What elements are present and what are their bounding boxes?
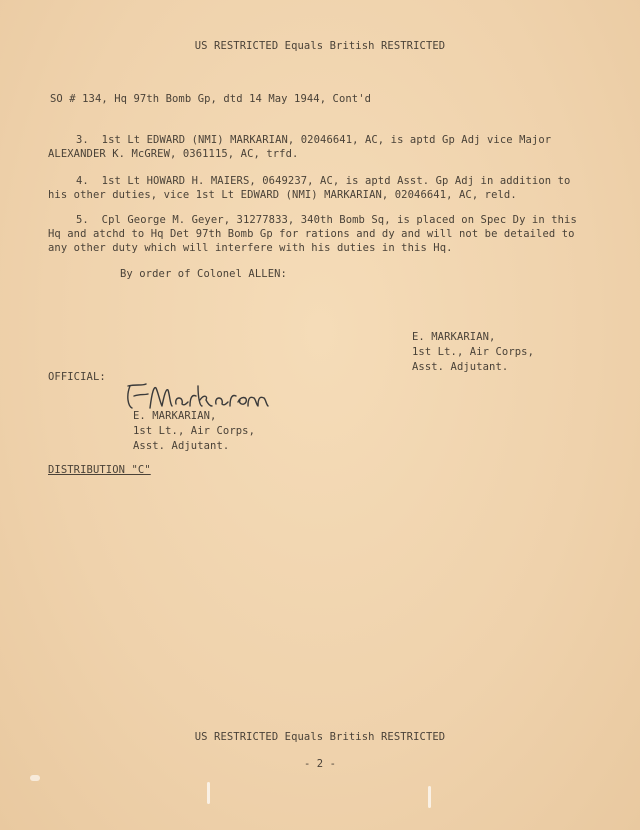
order-reference: SO # 134, Hq 97th Bomb Gp, dtd 14 May 1944, Cont'd [50, 93, 372, 105]
left-signature-title: Asst. Adjutant. [133, 440, 230, 452]
order-of-line: By order of Colonel ALLEN: [120, 268, 287, 280]
paragraph-5-line-2: Hq and atchd to Hq Det 97th Bomb Gp for rations and dy and will not be detailed to [48, 228, 575, 240]
classification-footer: US RESTRICTED Equals British RESTRICTED [194, 731, 446, 743]
staple-mark-left [207, 782, 210, 804]
right-signature-title: Asst. Adjutant. [412, 361, 509, 373]
distribution-line: DISTRIBUTION "C" [48, 464, 151, 476]
left-signature-name: E. MARKARIAN, [133, 410, 217, 422]
left-signature-rank: 1st Lt., Air Corps, [133, 425, 256, 437]
right-signature-name: E. MARKARIAN, [412, 331, 496, 343]
staple-mark-right [428, 786, 431, 808]
page-number: - 2 - [303, 758, 337, 770]
paragraph-3-line-1: 3. 1st Lt EDWARD (NMI) MARKARIAN, 02046641, AC, is aptd Gp Adj vice Major [76, 134, 552, 146]
paragraph-4-line-2: his other duties, vice 1st Lt EDWARD (NMI) MARKARIAN, 02046641, AC, reld. [48, 189, 517, 201]
paragraph-5-line-3: any other duty which will interfere with his duties in this Hq. [48, 242, 453, 254]
paragraph-5-line-1: 5. Cpl George M. Geyer, 31277833, 340th Bomb Sq, is placed on Spec Dy in this [76, 214, 577, 226]
official-label: OFFICIAL: [48, 371, 106, 383]
classification-header: US RESTRICTED Equals British RESTRICTED [194, 40, 446, 52]
paper-speck [30, 775, 40, 781]
paragraph-3-line-2: ALEXANDER K. McGREW, 0361115, AC, trfd. [48, 148, 299, 160]
paragraph-4-line-1: 4. 1st Lt HOWARD H. MAIERS, 0649237, AC, is aptd Asst. Gp Adj in addition to [76, 175, 571, 187]
right-signature-rank: 1st Lt., Air Corps, [412, 346, 535, 358]
